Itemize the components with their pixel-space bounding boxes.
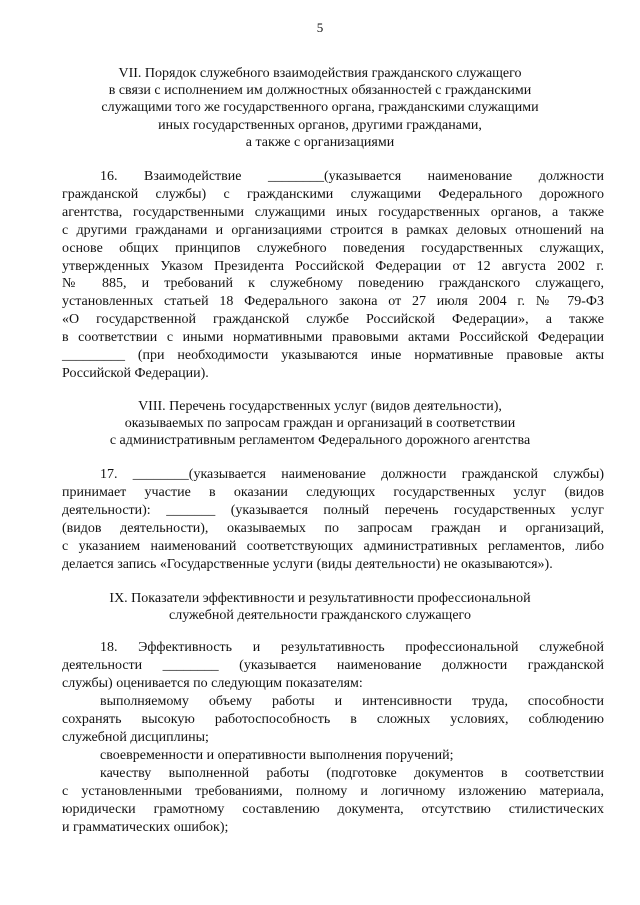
text-line: с другими гражданами и организациями строится в рамках деловых отношений на [62, 222, 604, 238]
heading-line: IX. Показатели эффективности и результативности профессиональной [109, 591, 531, 606]
heading-line: а также с организациями [245, 134, 395, 150]
criteria-item-timeliness [62, 747, 604, 765]
text-line: 17. ________(указывается наименование должности гражданской службы) [100, 467, 604, 482]
text-line: деятельности ________ (указывается наименование должности гражданской [62, 657, 604, 673]
text-line: 18. Эффективность и результативность профессиональной служебной [100, 640, 604, 655]
heading-line: VII. Порядок служебного взаимодействия гражданского служащего [118, 66, 522, 81]
heading-line: в связи с исполнением им должностных обязанностей с гражданскими [108, 83, 532, 99]
heading-line: служащими того же государственного органа, гражданскими служащими [101, 100, 539, 116]
text-line: «О государственной гражданской службе Российской Федерации», а также [62, 312, 604, 328]
text-line: № 885, и требований к служебному поведению гражданского служащего, [62, 276, 604, 292]
criteria-item-quality [62, 765, 604, 837]
heading-line: с административным регламентом Федерального дорожного агентства [109, 433, 531, 449]
text-line: служебной дисциплины; [62, 729, 209, 745]
heading-line: VIII. Перечень государственных услуг (видов деятельности), [138, 399, 502, 414]
text-line: качеству выполненной работы (подготовке документов в соответствии [100, 766, 604, 781]
text-line: деятельности): _______ (указывается полный перечень государственных услуг [62, 502, 604, 518]
text-line: гражданской службы) с гражданскими служащими Федерального дорожного [62, 186, 604, 202]
text-line: выполняемому объему работы и интенсивности труда, способности [100, 694, 604, 709]
section-9-heading [40, 590, 600, 624]
heading-line: оказываемых по запросам граждан и организаций в соответствии [124, 416, 516, 432]
section-8-heading [40, 398, 600, 450]
text-line: агентства, государственными служащими иных государственных органов, а также [62, 204, 604, 220]
heading-line: служебной деятельности гражданского служащего [169, 608, 471, 624]
text-line: основе общих принципов служебного поведения государственных служащих, [62, 240, 604, 256]
criteria-item-workload [62, 693, 604, 747]
text-line: в соответствии с иными нормативными правовыми актами Российской Федерации [62, 330, 604, 346]
text-line: утвержденных Указом Президента Российской Федерации от 12 августа 2002 г. [62, 258, 604, 274]
text-line: своевременности и оперативности выполнения поручений; [100, 748, 454, 763]
heading-line: иных государственных органов, другими гражданами, [158, 117, 482, 133]
text-line: принимает участие в оказании следующих государственных услуг (видов [62, 484, 604, 500]
section-7-heading [40, 65, 600, 151]
text-line: с установленными требованиями, полному и логичному изложению материала, [62, 783, 604, 799]
paragraph-16 [62, 168, 604, 383]
text-line: 16. Взаимодействие ________(указывается наименование должности [100, 169, 604, 184]
text-line: делается запись «Государственные услуги (виды деятельности) не оказываются»). [62, 556, 553, 572]
text-line: _________ (при необходимости указываются иные нормативные правовые акты [62, 348, 604, 364]
text-line: Российской Федерации). [62, 365, 209, 381]
text-line: и грамматических ошибок); [62, 819, 229, 835]
text-line: с указанием наименований соответствующих административных регламентов, либо [62, 538, 604, 554]
text-line: службы) оценивается по следующим показателям: [62, 675, 363, 691]
text-line: юридически грамотному составлению документа, отсутствию стилистических [62, 801, 604, 817]
text-line: установленных статьей 18 Федерального закона от 27 июля 2004 г. № 79-ФЗ [62, 294, 604, 310]
paragraph-18 [62, 639, 604, 693]
paragraph-17 [62, 466, 604, 573]
text-line: (видов деятельности), оказываемых по запросам граждан и организаций, [62, 520, 604, 536]
page-number: 5 [316, 20, 324, 35]
text-line: сохранять высокую работоспособность в сложных условиях, соблюдению [62, 711, 604, 727]
